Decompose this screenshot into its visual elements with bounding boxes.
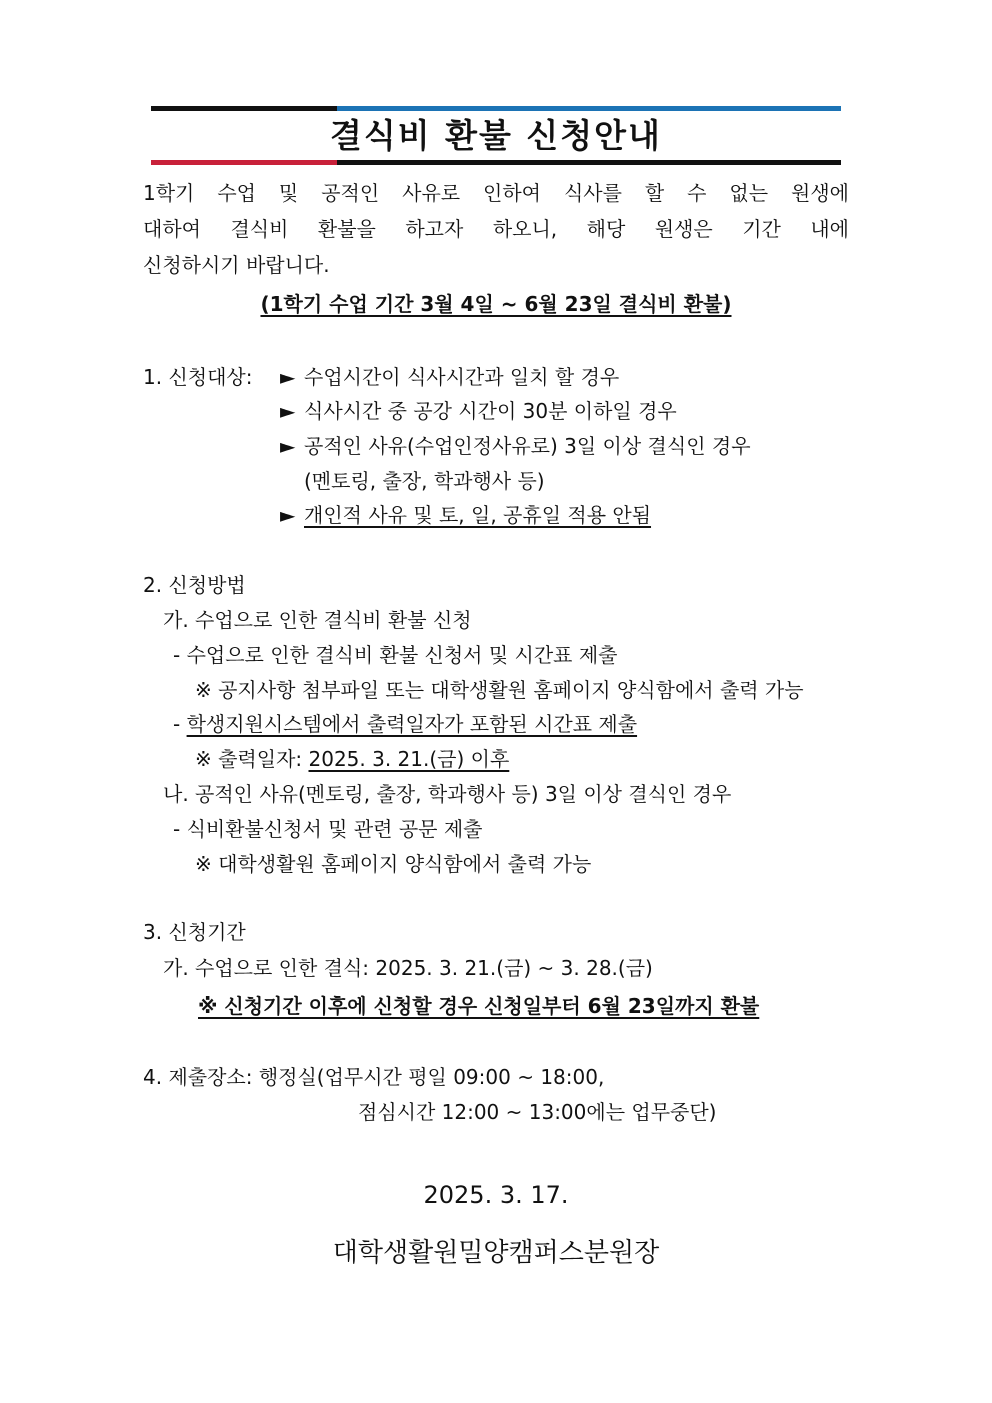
s1-item-3: 공적인 사유(수업인정사유로) 3일 이상 결식인 경우	[304, 434, 751, 458]
title-block	[151, 106, 841, 166]
s1-item-4: 개인적 사유 및 토, 일, 공휴일 적용 안됨	[304, 503, 652, 527]
s1-heading: 1. 신청대상:	[143, 365, 253, 389]
s2-ga-2-note-wrap	[195, 744, 509, 774]
s1-bullet-4: ►	[280, 503, 296, 527]
s2-ga-1: - 수업으로 인한 결식비 환불 신청서 및 시간표 제출	[173, 643, 618, 667]
s2-ga-2-note-label: ※ 출력일자:	[195, 747, 309, 771]
s2-na-1: - 식비환불신청서 및 관련 공문 제출	[173, 817, 483, 841]
intro-line-1: 1학기 수업 및 공적인 사유로 인하여 식사를 할 수 없는 원생에	[143, 181, 849, 205]
s2-ga-1-note: ※ 공지사항 첨부파일 또는 대학생활원 홈페이지 양식함에서 출력 가능	[195, 678, 804, 702]
intro-line-2: 대하여 결식비 환불을 하고자 하오니, 해당 원생은 기간 내에	[143, 217, 849, 241]
period-note: (1학기 수업 기간 3월 4일 ~ 6월 23일 결식비 환불)	[260, 292, 732, 316]
s3-note: ※ 신청기간 이후에 신청할 경우 신청일부터 6월 23일까지 환불	[198, 994, 760, 1018]
s1-item-3-sub: (멘토링, 출장, 학과행사 등)	[304, 469, 545, 493]
title-bar-top-black	[151, 106, 337, 111]
signature: 대학생활원밀양캠퍼스분원장	[332, 1238, 660, 1268]
document-date: 2025. 3. 17.	[423, 1181, 569, 1209]
s1-bullet-3: ►	[280, 434, 296, 458]
s2-ga-2: 학생지원시스템에서 출력일자가 포함된 시간표 제출	[186, 712, 638, 736]
title-bar-bottom-red	[151, 160, 337, 165]
title-bar-top-blue	[337, 106, 841, 111]
s2-ga: 가. 수업으로 인한 결식비 환불 신청	[163, 608, 472, 632]
s2-ga-2-note-date: 2025. 3. 21.(금) 이후	[308, 747, 510, 771]
s1-item-2: 식사시간 중 공강 시간이 30분 이하일 경우	[304, 399, 677, 423]
s1-bullet-1: ►	[280, 365, 296, 389]
s1-bullet-2: ►	[280, 399, 296, 423]
s3-ga: 가. 수업으로 인한 결식: 2025. 3. 21.(금) ~ 3. 28.(금)	[163, 956, 653, 980]
s3-heading: 3. 신청기간	[143, 920, 246, 944]
s2-na-1-note: ※ 대학생활원 홈페이지 양식함에서 출력 가능	[195, 852, 592, 876]
page-title: 결식비 환불 신청안내	[330, 116, 662, 155]
s2-na: 나. 공적인 사유(멘토링, 출장, 학과행사 등) 3일 이상 결식인 경우	[163, 782, 732, 806]
s4-line-2: 점심시간 12:00 ~ 13:00에는 업무중단)	[358, 1100, 717, 1124]
s2-ga-2-dash: -	[173, 712, 187, 736]
period-note-wrap	[143, 289, 849, 319]
s2-heading: 2. 신청방법	[143, 573, 246, 597]
intro-line-3: 신청하시기 바랍니다.	[143, 253, 330, 277]
title-bar-bottom-black	[337, 160, 841, 165]
s4-line-1: 4. 제출장소: 행정실(업무시간 평일 09:00 ~ 18:00,	[143, 1065, 605, 1089]
s1-item-4-wrap	[304, 500, 651, 530]
s3-note-wrap	[198, 991, 759, 1021]
s2-ga-2-wrap	[173, 709, 637, 739]
s1-item-1: 수업시간이 식사시간과 일치 할 경우	[304, 365, 620, 389]
